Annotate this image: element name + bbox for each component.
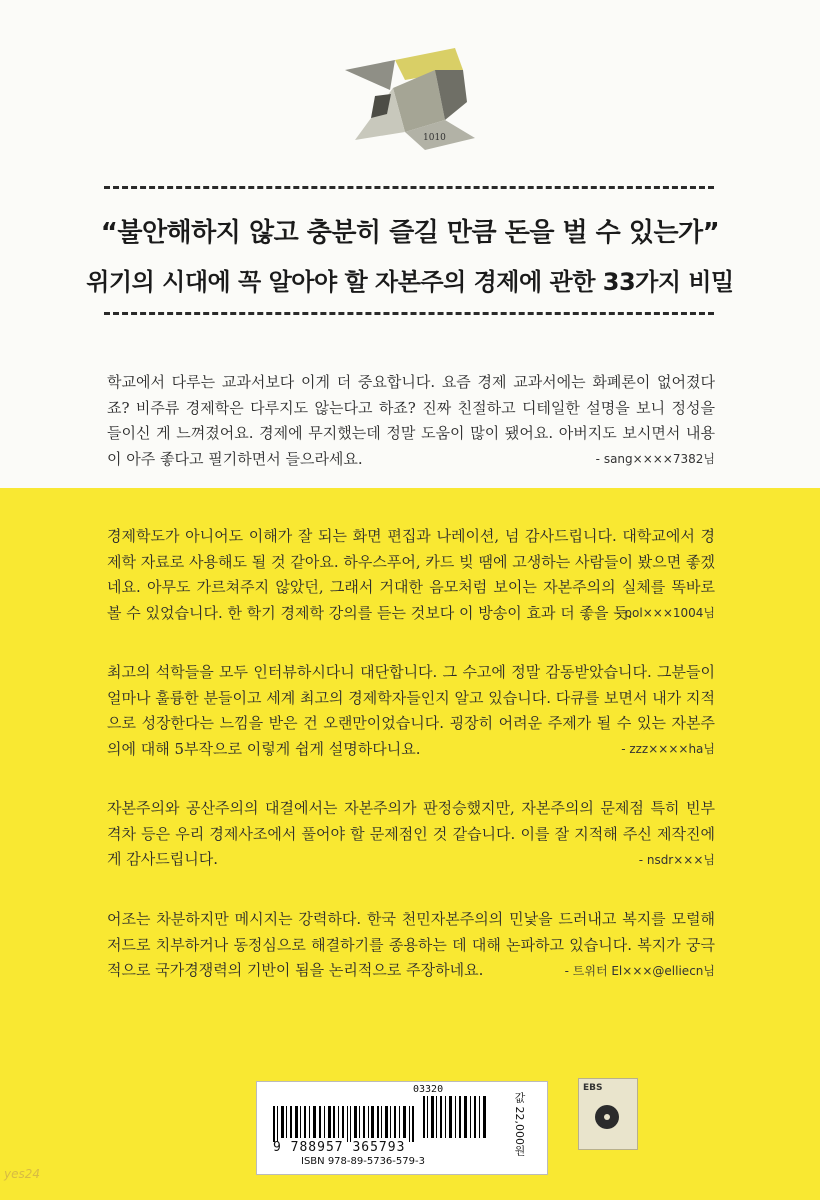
- headline-quote: “불안해하지 않고 충분히 즐길 만큼 돈을 벌 수 있는가”: [100, 218, 720, 248]
- barcode-addon: 03320: [413, 1084, 444, 1095]
- review-5: [107, 907, 715, 984]
- barcode-sticker: [256, 1081, 548, 1175]
- disc-hole-icon: [604, 1114, 610, 1120]
- ebs-hologram-sticker: [578, 1078, 638, 1150]
- origami-money-illustration: [335, 40, 485, 160]
- review-5-text: 어조는 차분하지만 메시지는 강력하다. 한국 천민자본주의의 민낯을 드러내고 복지를 모럴해저드로 치부하거나 동정심으로 해결하기를 종용하는 데 대해 논파하고 있습니다. 복지가 궁극적으로 국가경쟁력의 기반이 됨을 논리적으로 주장하네요.: [107, 910, 715, 979]
- review-1: [107, 370, 715, 472]
- isbn-text: ISBN 978-89-5736-579-3: [301, 1156, 425, 1167]
- review-2-text: 경제학도가 아니어도 이해가 잘 되는 화면 편집과 나레이션, 넘 감사드립니다. 대학교에서 경제학 자료로 사용해도 될 것 같아요. 하우스푸어, 카드 빚 땜에 고생하는 사람들이 봤으면 좋겠네요. 아무도 가르쳐주지 않았던, 그래서 거대한 음모처럼 보이는 자본주의의 실체를 똑바로 볼 수 있었습니다. 한 학기 경제학 강의를 듣는 것보다 이 방송이 효과 더 좋을 듯.: [107, 527, 715, 622]
- bottom-dashed-rule: [104, 312, 714, 315]
- isbn-digits: 9 788957 365793: [273, 1140, 406, 1155]
- headline-subtitle: 위기의 시대에 꼭 알아야 할 자본주의 경제에 관한 33가지 비밀: [86, 268, 734, 296]
- review-1-author: - sang××××7382님: [595, 452, 715, 466]
- review-2: [107, 524, 715, 626]
- review-4-text: 자본주의와 공산주의의 대결에서는 자본주의가 판정승했지만, 자본주의의 문제점 특히 빈부격차 등은 우리 경제사조에서 풀어야 할 문제점인 것 같습니다. 이를 잘 지적해 주신 제작진에게 감사드립니다.: [107, 799, 715, 868]
- review-3: [107, 660, 715, 762]
- review-3-text: 최고의 석학들을 모두 인터뷰하시다니 대단합니다. 그 수고에 정말 감동받았습니다. 그분들이 얼마나 훌륭한 분들이고 세계 최고의 경제학자들인지 알고 있습니다. 다큐를 보면서 내가 지적으로 성장한다는 느낌을 받은 건 오랜만이었습니다. 굉장히 어려운 주제가 될 수 있는 자본주의에 대해 5부작으로 이렇게 쉽게 설명하다니요.: [107, 663, 715, 758]
- ebs-label: EBS: [583, 1083, 603, 1093]
- review-2-author: - pol×××1004님: [616, 606, 715, 620]
- corner-watermark: yes24: [4, 1167, 41, 1181]
- review-1-text: 학교에서 다루는 교과서보다 이게 더 중요합니다. 요즘 경제 교과서에는 화폐론이 없어졌다죠? 비주류 경제학은 다루지도 않는다고 하죠? 진짜 친절하고 디테일한 설명을 보니 정성을 들이신 게 느껴졌어요. 경제에 무지했는데 정말 도움이 많이 됐어요. 아버지도 보시면서 내용이 아주 좋다고 필기하면서 들으라세요.: [107, 373, 715, 468]
- review-5-author: - 트위터 El×××@elliecn님: [564, 963, 715, 978]
- review-4: [107, 796, 715, 873]
- review-3-author: - zzz××××ha님: [621, 742, 715, 756]
- review-4-author: - nsdr×××님: [638, 852, 715, 867]
- svg-text:1010: 1010: [423, 133, 446, 143]
- price-label: 값 22,000원: [513, 1092, 526, 1156]
- barcode-bars: [273, 1096, 489, 1142]
- top-dashed-rule: [104, 186, 714, 189]
